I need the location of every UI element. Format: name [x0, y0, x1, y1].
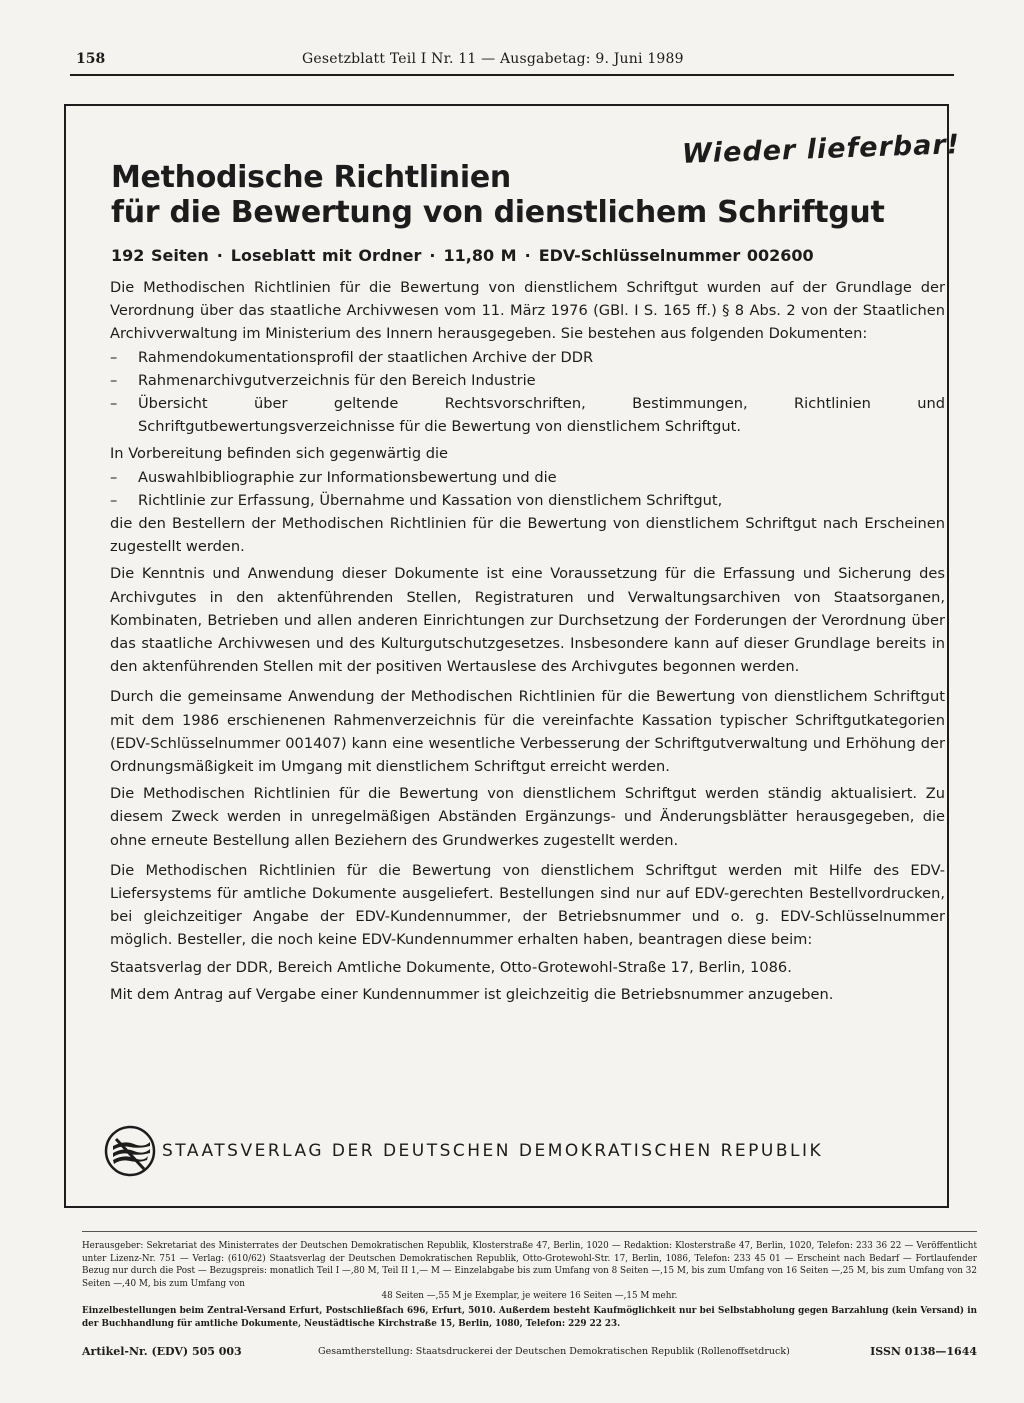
details-separator: ·: [429, 246, 436, 265]
updates-paragraph: Die Methodischen Richtlinien für die Bewertung von dienstlichem Schriftgut werden ständig aktualisiert. Zu diesem Zweck werden in unregelmäßigen Abständen Ergänzungs- und Änderungsblätter herausgegeben, die ohne erneute Bestellung allen Beziehern des Grundwerkes zugestellt werden.: [110, 785, 945, 849]
product-details: [111, 246, 911, 265]
list-item: – Richtlinie zur Erfassung, Übernahme und Kassation von dienstlichem Schriftgut,: [110, 489, 945, 512]
imprint: [82, 1240, 977, 1330]
publisher-address: Staatsverlag der DDR, Bereich Amtliche Dokumente, Otto-Grotewohl-Straße 17, Berlin, 1086.: [110, 958, 792, 976]
intro-paragraph: Die Methodischen Richtlinien für die Bewertung von dienstlichem Schriftgut wurden auf der Grundlage der Verordnung über das staatliche Archivwesen vom 11. März 1976 (GBl. I S. 165 ff.) § 8 Abs. 2 von der Staatlichen Archivverwaltung im Ministerium des Innern herausgegeben. Sie bestehen aus folgenden Dokumenten:: [110, 279, 945, 343]
page-count: 192 Seiten: [111, 246, 209, 265]
title-line-2: für die Bewertung von dienstlichem Schriftgut: [111, 195, 885, 230]
knowledge-paragraph: Die Kenntnis und Anwendung dieser Dokumente ist eine Voraussetzung für die Erfassung und Sicherung des Archivgutes in den aktenführenden Stellen, Registraturen und Verwaltungsarchiven von Staatsorganen, Kombinaten, Betrieben und allen anderen Einrichtungen zur Durchsetzung der Forderungen der Verordnung über das staatliche Archivwesen und des Kulturgutschutzgesetzes. Insbesondere kann auf dieser Grundlage bereits in den aktenführenden Stellen mit der positiven Wertauslese des Archivgutes begonnen werden.: [110, 565, 945, 676]
preparation-list: [110, 466, 945, 512]
joint-use-paragraph: Durch die gemeinsame Anwendung der Methodischen Richtlinien für die Bewertung von dienstlichem Schriftgut mit dem 1986 erschienenen Rahmenverzeichnis für die vereinfachte Kassation typischer Schriftgutkategorien (EDV-Schlüsselnummer 001407) kann eine wesentliche Verbesserung der Schriftgutverwaltung und Erhöhung der Ordnungsmäßigkeit im Umgang mit dienstlichem Schriftgut erreicht werden.: [110, 688, 945, 776]
details-separator: ·: [524, 246, 531, 265]
preparation-outro: die den Bestellern der Methodischen Richtlinien für die Bewertung von dienstlichem Schriftgut nach Erscheinen zugestellt werden.: [110, 515, 945, 556]
list-item: – Übersicht über geltende Rechtsvorschriften, Bestimmungen, Richtlinien und Schriftgutbewertungsverzeichnisse für die Bewertung von dienstlichem Schriftgut.: [110, 392, 945, 438]
staatsverlag-flag-logo-icon: [104, 1125, 156, 1177]
list-item: – Rahmenarchivgutverzeichnis für den Bereich Industrie: [110, 369, 945, 392]
issn-number: ISSN 0138—1644: [870, 1345, 977, 1358]
header-rule: [70, 74, 954, 76]
advertisement-body: [110, 276, 945, 1006]
article-number: Artikel-Nr. (EDV) 505 003: [82, 1345, 242, 1358]
imprint-text: Herausgeber: Sekretariat des Ministerrates der Deutschen Demokratischen Republik, Klosterstraße 47, Berlin, 1020 — Redaktion: Klosterstraße 47, Berlin, 1020, Telefon: 233 36 22 — Veröffentlicht unter Lizenz-Nr. 751 — Verlag: (610/62) Staatsverlag der Deutschen Demokratischen Republik, Otto-Grotewohl-Str. 17, Berlin, 1086, Telefon: 233 45 01 — Erscheint nach Bedarf — Fortlaufender Bezug nur durch die Post — Bezugspreis: monatlich Teil I —,80 M, Teil II 1,— M — Einzelabgabe bis zum Umfang von 8 Seiten —,15 M, bis zum Umfang von 16 Seiten —,25 M, bis zum Umfang von 32 Seiten —,40 M, bis zum Umfang von: [82, 1241, 977, 1289]
list-item: – Auswahlbibliographie zur Informationsbewertung und die: [110, 466, 945, 489]
publisher-name: STAATSVERLAG DER DEUTSCHEN DEMOKRATISCHEN REPUBLIK: [162, 1141, 824, 1161]
edv-key-number: EDV-Schlüsselnummer 002600: [538, 246, 814, 265]
list-item: – Rahmendokumentationsprofil der staatlichen Archive der DDR: [110, 346, 945, 369]
printer-note: Gesamtherstellung: Staatsdruckerei der Deutschen Demokratischen Republik (Rollenoffsetdruck): [318, 1346, 790, 1357]
publisher-signature: [104, 1125, 823, 1177]
availability-stamp: Wieder lieferbar!: [681, 129, 961, 170]
price: 11,80 M: [443, 246, 517, 265]
imprint-orders: Einzelbestellungen beim Zentral-Versand Erfurt, Postschließfach 696, Erfurt, 5010. Außerdem besteht Kaufmöglichkeit nur bei Selbstabholung gegen Barzahlung (kein Versand) in der Buchhandlung für amtliche Dokumente, Neustädtische Kirchstraße 15, Berlin, 1080, Telefon: 229 22 23.: [82, 1305, 977, 1329]
delivery-paragraph: Die Methodischen Richtlinien für die Bewertung von dienstlichem Schriftgut werden mit Hilfe des EDV-Liefersystems für amtliche Dokumente ausgeliefert. Bestellungen sind nur auf EDV-gerechten Bestellvordrucken, bei gleichzeitiger Angabe der EDV-Kundennummer, der Betriebsnummer und o. g. EDV-Schlüsselnummer möglich. Besteller, die noch keine EDV-Kundennummer erhalten haben, beantragen diese beim:: [110, 861, 945, 949]
document-list: [110, 346, 945, 439]
imprint-footer: [82, 1345, 977, 1361]
advertised-title: [111, 160, 885, 230]
details-separator: ·: [216, 246, 223, 265]
page-header: [76, 49, 746, 71]
imprint-rule: [82, 1231, 977, 1232]
binding-format: Loseblatt mit Ordner: [230, 246, 422, 265]
preparation-intro: In Vorbereitung befinden sich gegenwärtig die: [110, 445, 449, 463]
title-line-1: Methodische Richtlinien: [111, 160, 511, 195]
closing-note: Mit dem Antrag auf Vergabe einer Kundennummer ist gleichzeitig die Betriebsnummer anzugeben.: [110, 985, 834, 1003]
running-title: Gesetzblatt Teil I Nr. 11 — Ausgabetag: 9. Juni 1989: [302, 51, 684, 67]
page-number: 158: [76, 51, 106, 67]
imprint-text-end: 48 Seiten —,55 M je Exemplar, je weitere 16 Seiten —,15 M mehr.: [381, 1291, 678, 1302]
